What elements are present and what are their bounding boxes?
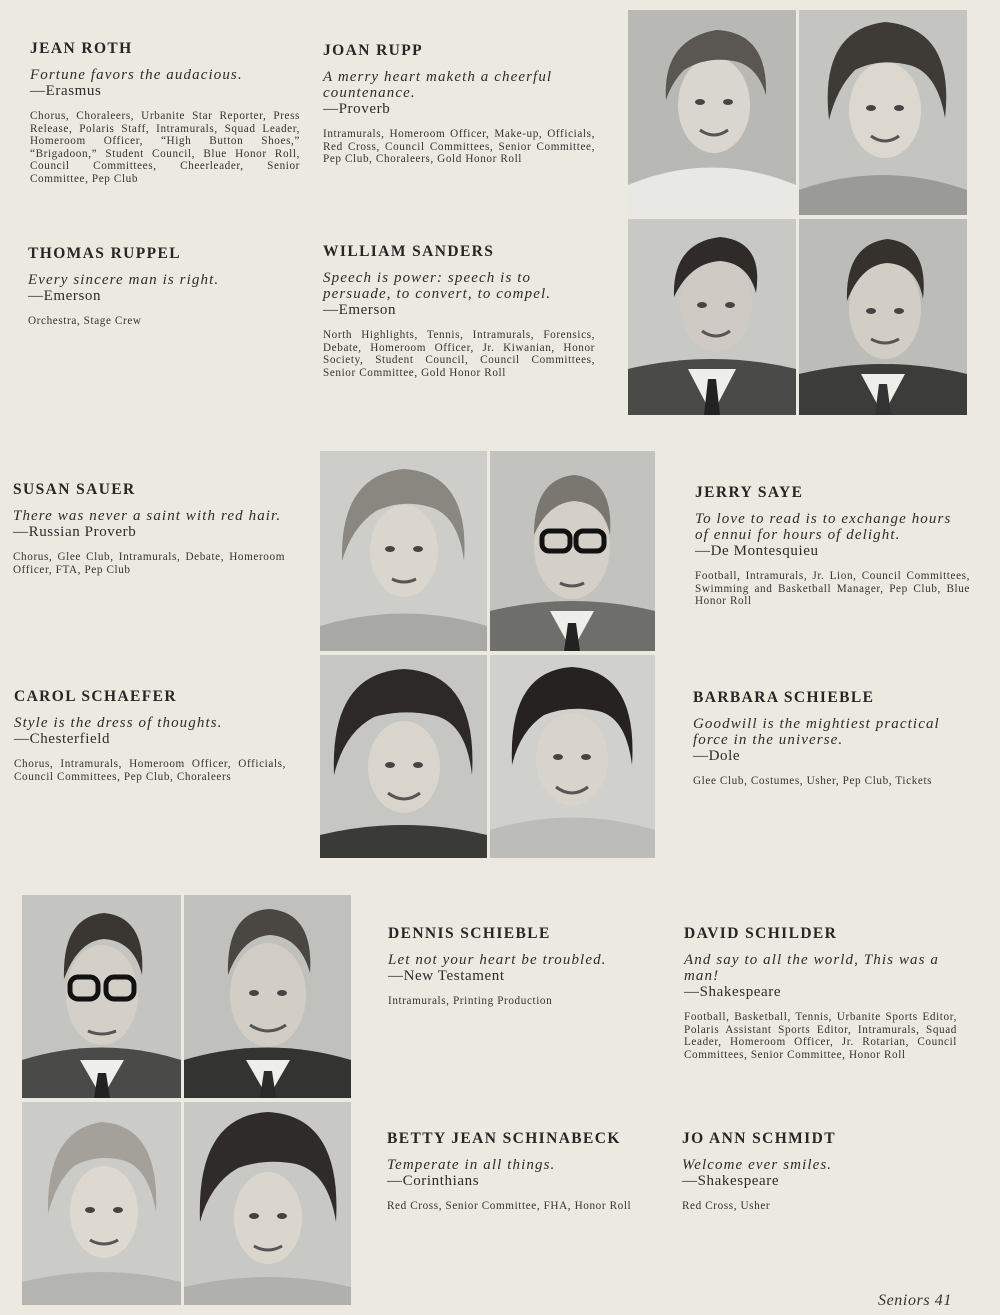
senior-quote: Goodwill is the mightiest practical force in the universe. bbox=[693, 716, 940, 748]
quote-attribution: —Dole bbox=[693, 748, 741, 764]
senior-entry-susan-sauer bbox=[13, 481, 285, 576]
quote-attribution: —Emerson bbox=[28, 288, 102, 304]
senior-quote: Welcome ever smiles. bbox=[682, 1157, 833, 1173]
senior-quote: Fortune favors the audacious. bbox=[30, 67, 243, 83]
senior-activities: Football, Basketball, Tennis, Urbanite Sports Editor, Polaris Assistant Sports Editor, Intramurals, Squad Leader, Homeroom Officer, Jr. Rotarian, Council Committees, Senior Committee, Honor Roll bbox=[684, 1011, 957, 1061]
quote-attribution: —Russian Proverb bbox=[13, 524, 137, 540]
senior-activities: Red Cross, Senior Committee, FHA, Honor Roll bbox=[387, 1200, 632, 1212]
senior-entry-thomas-ruppel bbox=[28, 245, 298, 328]
senior-quote: Style is the dress of thoughts. bbox=[14, 715, 223, 731]
portrait-photo-thomas-ruppel bbox=[628, 219, 796, 415]
senior-entry-carol-schaefer bbox=[14, 688, 286, 783]
quote-attribution: —Emerson bbox=[323, 302, 397, 318]
page-folio: Seniors 41 bbox=[878, 1292, 952, 1309]
quote-attribution: —Chesterfield bbox=[14, 731, 111, 747]
senior-activities: Chorus, Intramurals, Homeroom Officer, Officials, Council Committees, Pep Club, Choraleers bbox=[14, 758, 286, 783]
senior-name: JEAN ROTH bbox=[30, 40, 133, 57]
portrait-photo-susan-sauer bbox=[320, 451, 487, 651]
portrait-photo-barbara-schieble bbox=[490, 655, 655, 858]
portrait-photo-joan-rupp bbox=[799, 10, 967, 215]
portrait-photo-jo-ann-schmidt bbox=[184, 1102, 351, 1305]
senior-quote: Let not your heart be troubled. bbox=[388, 952, 607, 968]
cropped-heading-fragment bbox=[220, 0, 780, 4]
senior-activities: Chorus, Choraleers, Urbanite Star Reporter, Press Release, Polaris Staff, Intramurals, Squad Leader, Homeroom Officer, “High Button Shoes,” “Brigadoon,” Student Council, Blue Honor Roll, Council Committees, Cheerleader, Senior Committee, Pep Club bbox=[30, 110, 300, 185]
senior-quote: Speech is power: speech is to persuade, to convert, to compel. bbox=[323, 270, 552, 302]
senior-name: BETTY JEAN SCHINABECK bbox=[387, 1130, 621, 1147]
portrait-photo-william-sanders bbox=[799, 219, 967, 415]
senior-name: SUSAN SAUER bbox=[13, 481, 136, 498]
quote-attribution: —Corinthians bbox=[387, 1173, 480, 1189]
senior-entry-dennis-schieble bbox=[388, 925, 660, 1008]
senior-activities: Football, Intramurals, Jr. Lion, Council Committees, Swimming and Basketball Manager, Pep Club, Blue Honor Roll bbox=[695, 570, 970, 608]
quote-attribution: —Erasmus bbox=[30, 83, 102, 99]
senior-entry-barbara-schieble bbox=[693, 689, 965, 788]
senior-name: THOMAS RUPPEL bbox=[28, 245, 181, 262]
portrait-photo-jerry-saye bbox=[490, 451, 655, 651]
senior-activities: Intramurals, Homeroom Officer, Make-up, Officials, Red Cross, Council Committees, Senior Committee, Pep Club, Choraleers, Gold Honor Roll bbox=[323, 128, 595, 166]
quote-attribution: —Shakespeare bbox=[684, 984, 782, 1000]
senior-entry-william-sanders bbox=[323, 243, 595, 379]
senior-activities: North Highlights, Tennis, Intramurals, Forensics, Debate, Homeroom Officer, Jr. Kiwanian, Honor Society, Student Council, Council Committees, Senior Committee, Gold Honor Roll bbox=[323, 329, 595, 379]
senior-activities: Chorus, Glee Club, Intramurals, Debate, Homeroom Officer, FTA, Pep Club bbox=[13, 551, 285, 576]
senior-entry-david-schilder bbox=[684, 925, 957, 1061]
senior-name: BARBARA SCHIEBLE bbox=[693, 689, 875, 706]
senior-entry-jean-roth bbox=[30, 40, 300, 186]
portrait-photo-carol-schaefer bbox=[320, 655, 487, 858]
senior-name: DAVID SCHILDER bbox=[684, 925, 838, 942]
senior-name: JERRY SAYE bbox=[695, 484, 804, 501]
senior-activities: Glee Club, Costumes, Usher, Pep Club, Tickets bbox=[693, 775, 933, 787]
senior-name: JOAN RUPP bbox=[323, 42, 423, 59]
quote-attribution: —Proverb bbox=[323, 101, 391, 117]
senior-quote: And say to all the world, This was a man! bbox=[684, 952, 940, 984]
senior-quote: Temperate in all things. bbox=[387, 1157, 556, 1173]
senior-quote: There was never a saint with red hair. bbox=[13, 508, 282, 524]
senior-quote: Every sincere man is right. bbox=[28, 272, 220, 288]
senior-quote: To love to read is to exchange hours of ennui for hours of delight. bbox=[695, 511, 952, 543]
senior-name: JO ANN SCHMIDT bbox=[682, 1130, 836, 1147]
quote-attribution: —De Montesquieu bbox=[695, 543, 819, 559]
portrait-photo-jean-roth bbox=[628, 10, 796, 215]
senior-entry-jo-ann-schmidt bbox=[682, 1130, 954, 1213]
portrait-photo-david-schilder bbox=[184, 895, 351, 1098]
senior-activities: Intramurals, Printing Production bbox=[388, 995, 553, 1007]
senior-entry-jerry-saye bbox=[695, 484, 970, 608]
senior-entry-joan-rupp bbox=[323, 42, 595, 166]
senior-quote: A merry heart maketh a cheerful countenance. bbox=[323, 69, 553, 101]
senior-name: DENNIS SCHIEBLE bbox=[388, 925, 551, 942]
portrait-photo-betty-jean-schinabeck bbox=[22, 1102, 181, 1305]
portrait-photo-dennis-schieble bbox=[22, 895, 181, 1098]
senior-name: CAROL SCHAEFER bbox=[14, 688, 177, 705]
quote-attribution: —Shakespeare bbox=[682, 1173, 780, 1189]
senior-activities: Orchestra, Stage Crew bbox=[28, 315, 142, 327]
senior-activities: Red Cross, Usher bbox=[682, 1200, 771, 1212]
quote-attribution: —New Testament bbox=[388, 968, 505, 984]
senior-entry-betty-jean-schinabeck bbox=[387, 1130, 659, 1213]
senior-name: WILLIAM SANDERS bbox=[323, 243, 495, 260]
